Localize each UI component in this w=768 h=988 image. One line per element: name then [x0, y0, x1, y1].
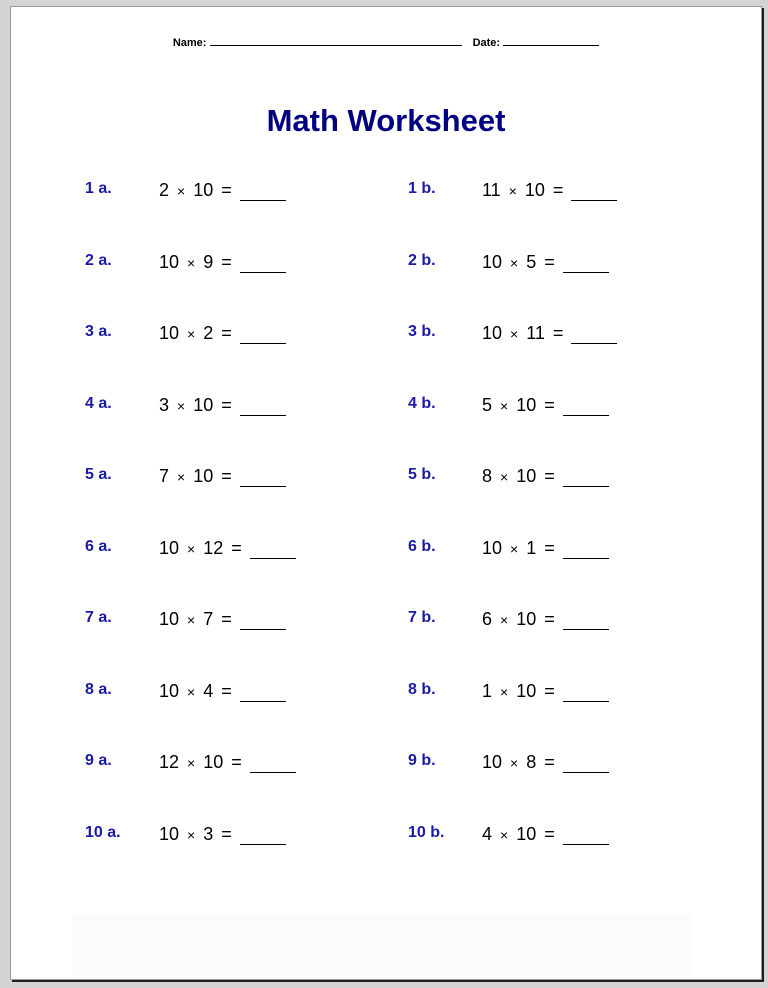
problem-expression [482, 824, 609, 845]
equals-symbol: = [552, 323, 564, 343]
problem-row [11, 606, 761, 678]
problem-label: 10 b. [408, 823, 445, 841]
equals-symbol: = [544, 251, 555, 272]
name-field [173, 36, 462, 49]
problem-label: 5 b. [408, 466, 436, 483]
multiply-symbol: × [500, 683, 509, 700]
equals-symbol: = [221, 180, 232, 200]
problem-label: 2 a. [85, 251, 112, 269]
answer-blank[interactable] [250, 755, 296, 773]
problem-row [11, 463, 761, 535]
answer-blank[interactable] [240, 326, 286, 344]
answer-blank[interactable] [240, 827, 286, 845]
problem-expression [159, 752, 296, 773]
right-operand: 5 [526, 251, 537, 272]
equals-symbol: = [544, 394, 555, 415]
left-operand: 8 [482, 466, 493, 486]
problem-expression [159, 180, 286, 201]
answer-blank[interactable] [240, 684, 286, 702]
problem-label: 2 b. [408, 251, 436, 269]
right-operand: 10 [516, 609, 537, 629]
equals-symbol: = [544, 609, 555, 629]
equals-symbol: = [221, 323, 232, 343]
date-line[interactable] [503, 36, 599, 46]
right-operand: 4 [203, 680, 214, 701]
equals-symbol: = [544, 537, 555, 558]
right-operand: 10 [516, 394, 537, 415]
equals-symbol: = [544, 466, 555, 486]
equals-symbol: = [221, 394, 232, 415]
right-operand: 10 [516, 823, 537, 844]
problem-label: 6 b. [408, 537, 436, 555]
right-operand: 10 [203, 752, 224, 772]
equals-symbol: = [544, 823, 555, 844]
right-operand: 8 [526, 752, 537, 772]
multiply-symbol: × [187, 683, 196, 700]
right-operand: 10 [193, 466, 214, 486]
problem-label: 8 b. [408, 680, 436, 698]
problem-row [11, 535, 761, 607]
multiply-symbol: × [177, 397, 186, 414]
equals-symbol: = [221, 823, 232, 844]
equals-symbol: = [221, 466, 232, 486]
right-operand: 7 [203, 609, 214, 629]
answer-blank[interactable] [563, 469, 609, 487]
answer-blank[interactable] [571, 326, 617, 344]
multiply-symbol: × [187, 540, 196, 557]
problem-label: 1 a. [85, 180, 112, 197]
multiply-symbol: × [510, 755, 519, 771]
problem-label: 9 a. [85, 752, 112, 769]
left-operand: 4 [482, 823, 493, 844]
multiply-symbol: × [510, 254, 519, 271]
name-line[interactable] [210, 36, 462, 46]
problem-label: 4 a. [85, 394, 112, 412]
multiply-symbol: × [177, 469, 186, 485]
left-operand: 10 [482, 251, 503, 272]
right-operand: 12 [203, 537, 224, 558]
left-operand: 6 [482, 609, 493, 629]
multiply-symbol: × [187, 254, 196, 271]
right-operand: 3 [203, 823, 214, 844]
left-operand: 3 [159, 394, 170, 415]
multiply-symbol: × [510, 326, 519, 342]
problem-expression [482, 752, 609, 773]
left-operand: 5 [482, 394, 493, 415]
problem-expression [159, 538, 296, 559]
answer-blank[interactable] [563, 827, 609, 845]
left-operand: 12 [159, 752, 180, 772]
multiply-symbol: × [500, 469, 509, 485]
problem-row [11, 749, 761, 821]
right-operand: 9 [203, 251, 214, 272]
multiply-symbol: × [187, 755, 196, 771]
problem-expression [482, 609, 609, 630]
problem-row [11, 177, 761, 249]
left-operand: 7 [159, 466, 170, 486]
problem-expression [482, 395, 609, 416]
left-operand: 10 [159, 251, 180, 272]
left-operand: 10 [482, 752, 503, 772]
equals-symbol: = [544, 752, 555, 772]
problem-label: 1 b. [408, 180, 436, 197]
page-title: Math Worksheet [266, 103, 506, 138]
problem-expression [159, 824, 286, 845]
left-operand: 10 [159, 609, 180, 629]
right-operand: 10 [524, 180, 545, 200]
multiply-symbol: × [187, 612, 196, 628]
left-operand: 10 [482, 537, 503, 558]
answer-blank[interactable] [240, 469, 286, 487]
problem-label: 7 a. [85, 609, 112, 626]
left-operand: 11 [482, 180, 501, 200]
answer-blank[interactable] [563, 684, 609, 702]
problem-label: 7 b. [408, 609, 436, 626]
problem-expression [159, 252, 286, 273]
answer-blank[interactable] [240, 183, 286, 201]
problem-label: 3 b. [408, 323, 436, 340]
answer-blank[interactable] [563, 541, 609, 559]
right-operand: 1 [526, 537, 537, 558]
left-operand: 10 [159, 680, 180, 701]
problem-expression [482, 466, 609, 487]
multiply-symbol: × [177, 183, 186, 199]
answer-blank[interactable] [240, 398, 286, 416]
problem-expression [482, 323, 617, 344]
multiply-symbol: × [508, 183, 517, 199]
multiply-symbol: × [187, 326, 196, 342]
right-operand: 10 [193, 394, 214, 415]
answer-blank[interactable] [240, 612, 286, 630]
left-operand: 10 [482, 323, 503, 343]
right-operand: 11 [526, 323, 545, 343]
left-operand: 10 [159, 823, 180, 844]
problem-row [11, 678, 761, 750]
right-operand: 2 [203, 323, 214, 343]
problem-expression [159, 395, 286, 416]
name-label: Name: [172, 37, 207, 49]
answer-blank[interactable] [250, 541, 296, 559]
answer-blank[interactable] [571, 183, 617, 201]
date-label: Date: [472, 37, 501, 49]
answer-blank[interactable] [563, 755, 609, 773]
answer-blank[interactable] [563, 255, 609, 273]
left-operand: 10 [159, 323, 180, 343]
multiply-symbol: × [500, 397, 509, 414]
left-operand: 2 [159, 180, 170, 200]
answer-blank[interactable] [240, 255, 286, 273]
problem-expression [482, 538, 609, 559]
problem-row [11, 821, 761, 893]
footer-band [73, 915, 691, 975]
answer-blank[interactable] [563, 612, 609, 630]
problem-expression [159, 323, 286, 344]
problem-label: 4 b. [408, 394, 436, 412]
date-field [473, 36, 600, 49]
problem-label: 3 a. [85, 323, 112, 340]
problem-label: 9 b. [408, 752, 436, 769]
problem-grid [11, 177, 761, 892]
header [11, 36, 761, 49]
equals-symbol: = [544, 680, 555, 701]
problem-expression [482, 681, 609, 702]
problem-expression [159, 466, 286, 487]
problem-expression [482, 180, 617, 201]
right-operand: 10 [516, 466, 537, 486]
multiply-symbol: × [500, 826, 509, 843]
equals-symbol: = [221, 251, 232, 272]
problem-row [11, 249, 761, 321]
problem-expression [159, 609, 286, 630]
problem-row [11, 320, 761, 392]
multiply-symbol: × [510, 540, 519, 557]
equals-symbol: = [552, 180, 564, 200]
problem-expression [159, 681, 286, 702]
equals-symbol: = [231, 537, 242, 558]
problem-label: 6 a. [85, 537, 112, 555]
problem-label: 10 a. [85, 823, 121, 841]
left-operand: 10 [159, 537, 180, 558]
equals-symbol: = [221, 609, 232, 629]
worksheet-page [10, 6, 762, 980]
multiply-symbol: × [500, 612, 509, 628]
equals-symbol: = [231, 752, 242, 772]
problem-row [11, 392, 761, 464]
problem-label: 5 a. [85, 466, 112, 483]
right-operand: 10 [516, 680, 537, 701]
right-operand: 10 [193, 180, 214, 200]
multiply-symbol: × [187, 826, 196, 843]
left-operand: 1 [482, 680, 493, 701]
problem-label: 8 a. [85, 680, 112, 698]
problem-expression [482, 252, 609, 273]
answer-blank[interactable] [563, 398, 609, 416]
equals-symbol: = [221, 680, 232, 701]
